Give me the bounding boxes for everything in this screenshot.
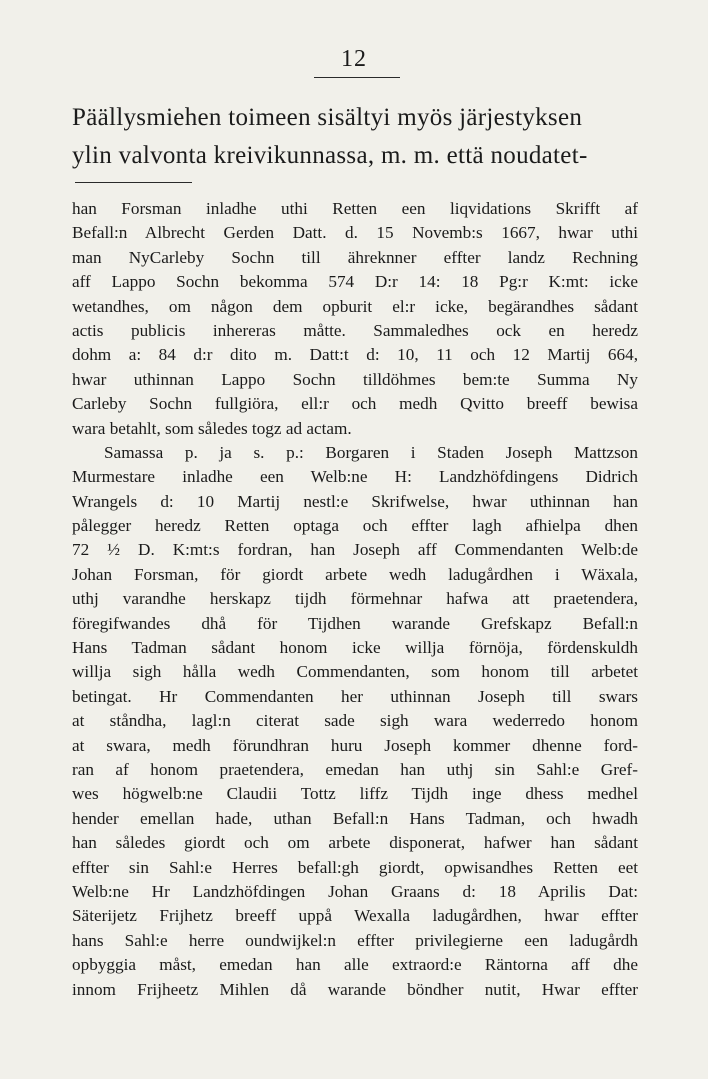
text-line: hans Sahl:e herre oundwijkel:n effter privilegierne een ladugårdh: [72, 930, 638, 950]
heading-line-2: ylin valvonta kreivikunnassa, m. m. että noudatet-: [72, 142, 588, 169]
text-line: wetandhes, om någon dem opburit el:r icke, begärandhes sådant: [72, 296, 638, 316]
text-line: wara betahlt, som således togz ad actam.: [72, 418, 352, 438]
text-line: ran af honom praetendera, emedan han uthj sin Sahl:e Gref-: [72, 759, 638, 779]
text-line: föregifwandes dhå för Tijdhen warande Grefskapz Befall:n: [72, 613, 638, 633]
text-line: effter sin Sahl:e Herres befall:gh giordt, opwisandhes Retten eet: [72, 857, 638, 877]
paragraph-1: [72, 197, 638, 441]
text-line: at ståndha, lagl:n citerat sade sigh wara wederredo honom: [72, 711, 638, 731]
heading-line-1: Päällysmiehen toimeen sisältyi myös järjestyksen: [72, 104, 583, 131]
text-line: innom Frijheetz Mihlen då warande böndher nutit, Hwar effter: [72, 979, 638, 999]
page-number: 12: [341, 46, 367, 72]
text-line: wes högwelb:ne Claudii Tottz liffz Tijdh inge dhess medhel: [72, 784, 638, 804]
text-line: man NyCarleby Sochn till ähreknner effter landz Rechning: [72, 247, 638, 267]
page-number-rule: [314, 77, 400, 78]
text-line: Säterijetz Frijhetz breeff uppå Wexalla ladugårdhen, hwar effter: [72, 906, 638, 926]
section-divider: [75, 182, 192, 183]
text-line: uthj varandhe herskapz tijdh förmehnar hafwa att praetendera,: [72, 589, 638, 609]
text-line: opbyggia måst, emedan han alle extraord:e Räntorna aff dhe: [72, 955, 638, 975]
text-line: at swara, medh förundhran huru Joseph kommer dhenne ford-: [72, 735, 638, 755]
paragraph-2: [72, 441, 638, 1002]
text-line: Carleby Sochn fullgiöra, ell:r och medh Qvitto breeff bewisa: [72, 394, 638, 414]
text-line: hwar uthinnan Lappo Sochn tilldöhmes bem:te Summa Ny: [72, 369, 638, 389]
text-line: Johan Forsman, för giordt arbete wedh ladugårdhen i Wäxala,: [72, 564, 638, 584]
text-line: betingat. Hr Commendanten her uthinnan Joseph till swars: [72, 686, 638, 706]
text-line: Welb:ne Hr Landzhöfdingen Johan Graans d: 18 Aprilis Dat:: [72, 881, 638, 901]
text-line: hender emellan hade, uthan Befall:n Hans Tadman, och hwadh: [72, 808, 638, 828]
text-line: Wrangels d: 10 Martij nestl:e Skrifwelse, hwar uthinnan han: [72, 491, 638, 511]
text-line: han Forsman inladhe uthi Retten een liqvidations Skrifft af: [72, 199, 638, 218]
text-line: dohm a: 84 d:r dito m. Datt:t d: 10, 11 och 12 Martij 664,: [72, 345, 638, 365]
text-line: 72 ½ D. K:mt:s fordran, han Joseph aff Commendanten Welb:de: [72, 540, 638, 560]
text-line: Befall:n Albrecht Gerden Datt. d. 15 Novemb:s 1667, hwar uthi: [72, 223, 638, 243]
text-line: Hans Tadman sådant honom icke willja förnöja, fördenskuldh: [72, 638, 638, 658]
text-line: willja sigh hålla wedh Commendanten, som honom till arbetet: [72, 662, 638, 682]
text-line: actis publicis inhereras måtte. Sammaledhes ock en heredz: [72, 320, 638, 340]
text-line: han således giordt och om arbete disponerat, hafwer han sådant: [72, 833, 638, 853]
text-line: Samassa p. ja s. p.: Borgaren i Staden Joseph Mattzson: [104, 442, 638, 462]
text-line: Murmestare inladhe een Welb:ne H: Landzhöfdingens Didrich: [72, 467, 638, 487]
text-line: aff Lappo Sochn bekomma 574 D:r 14: 18 Pg:r K:mt: icke: [72, 272, 638, 292]
text-line: pålegger heredz Retten optaga och effter lagh afhielpa dhen: [72, 516, 638, 536]
body-text: [72, 197, 638, 1002]
